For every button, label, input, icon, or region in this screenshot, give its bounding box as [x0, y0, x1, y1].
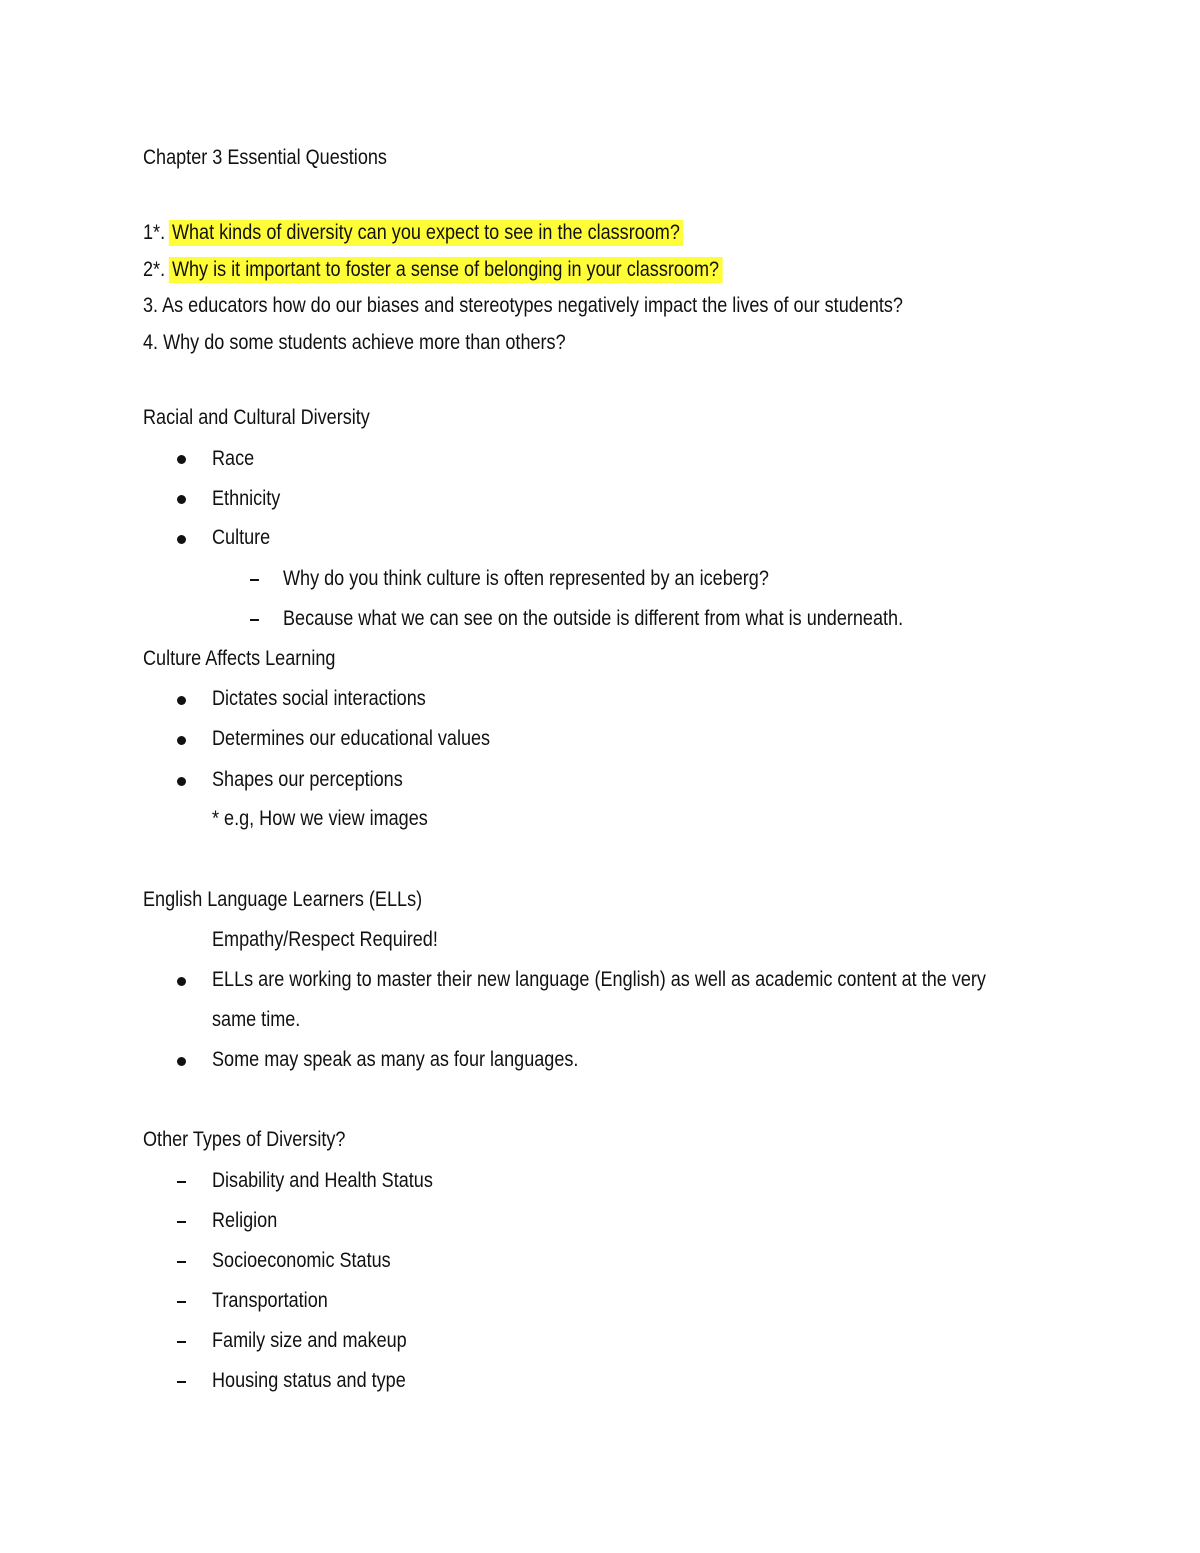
bullet-icon [177, 736, 186, 745]
bullet-icon [177, 1057, 186, 1066]
list-item: Some may speak as many as four languages. [212, 1048, 579, 1071]
bullet-icon [177, 495, 186, 504]
bullet-icon [177, 977, 186, 986]
question-2 [143, 256, 722, 284]
list-item: Housing status and type [212, 1369, 406, 1392]
dash-icon [177, 1261, 186, 1263]
list-item: Socioeconomic Status [212, 1249, 391, 1272]
section-heading: Other Types of Diversity? [143, 1128, 346, 1151]
question-1 [143, 219, 683, 247]
sub-list-item: Because what we can see on the outside is different from what is underneath. [283, 607, 904, 630]
section-subheading: Empathy/Respect Required! [212, 928, 438, 951]
dash-icon [177, 1221, 186, 1223]
highlighted-question-text: Why is it important to foster a sense of belonging in your classroom? [169, 257, 723, 283]
dash-icon [250, 579, 259, 581]
question-number: 2*. [143, 258, 166, 281]
section-heading: English Language Learners (ELLs) [143, 888, 423, 911]
bullet-icon [177, 455, 186, 464]
dash-icon [177, 1181, 186, 1183]
list-note: * e.g, How we view images [212, 807, 428, 830]
dash-icon [250, 619, 259, 621]
dash-icon [177, 1381, 186, 1383]
list-item: Disability and Health Status [212, 1169, 433, 1192]
list-item: Culture [212, 526, 271, 549]
list-item-continuation: same time. [212, 1008, 301, 1031]
dash-icon [177, 1341, 186, 1343]
list-item: Dictates social interactions [212, 687, 426, 710]
list-item: Transportation [212, 1289, 328, 1312]
question-number: 1*. [143, 221, 166, 244]
list-item: Race [212, 447, 255, 470]
list-item: Religion [212, 1209, 278, 1232]
bullet-icon [177, 696, 186, 705]
question-3: 3. As educators how do our biases and stereotypes negatively impact the lives of our students? [143, 294, 903, 317]
list-item: Ethnicity [212, 487, 281, 510]
list-item: Shapes our perceptions [212, 768, 403, 791]
highlighted-question-text: What kinds of diversity can you expect to see in the classroom? [169, 220, 684, 246]
question-4: 4. Why do some students achieve more than others? [143, 331, 566, 354]
list-item: ELLs are working to master their new language (English) as well as academic content at the very [212, 968, 986, 991]
section-heading: Culture Affects Learning [143, 647, 336, 670]
list-item: Determines our educational values [212, 727, 491, 750]
bullet-icon [177, 535, 186, 544]
sub-list-item: Why do you think culture is often represented by an iceberg? [283, 567, 769, 590]
bullet-icon [177, 777, 186, 786]
list-item: Family size and makeup [212, 1329, 407, 1352]
dash-icon [177, 1301, 186, 1303]
page-title: Chapter 3 Essential Questions [143, 146, 387, 169]
section-heading: Racial and Cultural Diversity [143, 406, 370, 429]
